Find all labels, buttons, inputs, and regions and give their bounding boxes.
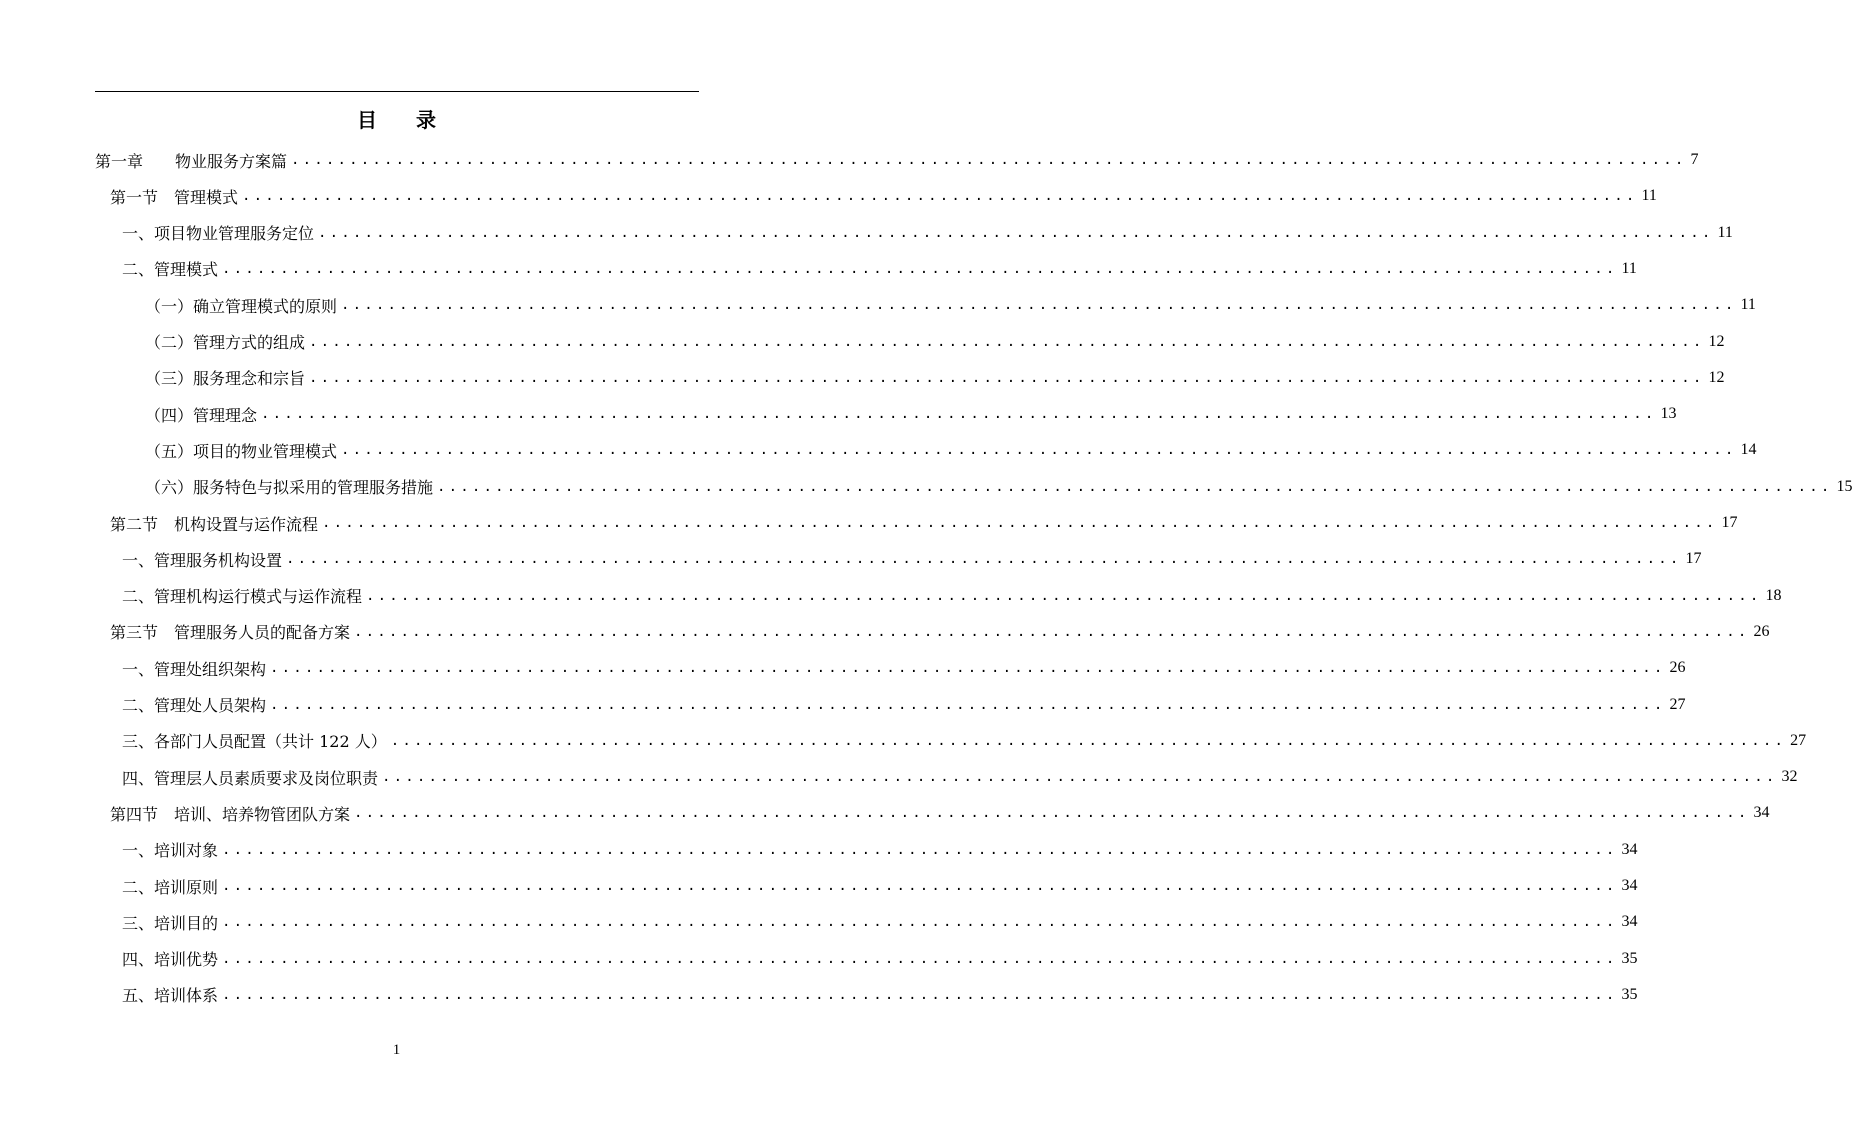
toc-entry[interactable]: [122, 215, 1733, 251]
toc-entry[interactable]: [145, 324, 1725, 360]
dot-leader: ........................................................................................................................: [309, 369, 1705, 386]
dot-leader: ........................................................................................................................: [261, 406, 1657, 423]
toc-entry-label: 一、管理服务机构设置: [122, 550, 283, 570]
toc-entry-page: 11: [1717, 223, 1733, 241]
toc-entry[interactable]: [110, 614, 1770, 650]
toc-entry[interactable]: [122, 904, 1638, 940]
toc-entry[interactable]: [122, 723, 1807, 759]
toc-entry[interactable]: [145, 360, 1725, 396]
toc-entry-label: （四）管理理念: [145, 405, 258, 425]
toc-entry[interactable]: [122, 977, 1638, 1013]
toc-entry-label: （六）服务特色与拟采用的管理服务措施: [145, 478, 434, 498]
toc-entry-page: 26: [1753, 622, 1770, 640]
dot-leader: ........................................................................................................................: [437, 478, 1833, 495]
toc-entry-label: 一、管理处组织架构: [122, 659, 267, 679]
toc-entry[interactable]: [95, 142, 1699, 178]
toc-entry-label: 第一章 物业服务方案篇: [95, 151, 288, 171]
toc-entry-label: 一、培训对象: [122, 841, 219, 861]
toc-entry-page: 11: [1641, 187, 1657, 205]
toc-entry[interactable]: [122, 759, 1798, 795]
dot-leader: ........................................................................................................................: [242, 188, 1638, 205]
toc-entry[interactable]: [122, 541, 1702, 577]
dot-leader: ........................................................................................................................: [341, 297, 1737, 314]
toc-entry-page: 14: [1740, 441, 1757, 459]
dot-leader: ........................................................................................................................: [291, 152, 1687, 168]
toc-entry[interactable]: [122, 650, 1686, 686]
toc-entry-page: 7: [1690, 151, 1699, 168]
toc-entry-page: 26: [1669, 659, 1686, 677]
toc-entry-label: 三、各部门人员配置（共计 122 人）: [122, 732, 387, 752]
toc-entry-page: 17: [1721, 514, 1738, 531]
toc-entry-page: 34: [1753, 804, 1770, 822]
dot-leader: ........................................................................................................................: [222, 841, 1618, 858]
dot-leader: ........................................................................................................................: [390, 732, 1787, 749]
toc-entry-label: （二）管理方式的组成: [145, 333, 306, 352]
toc-entry[interactable]: [122, 578, 1782, 614]
toc-entry-label: 第一节 管理模式: [110, 187, 239, 207]
toc-entry-page: 15: [1836, 477, 1852, 495]
toc-entry-page: 35: [1621, 985, 1638, 1003]
toc-entry-page: 32: [1781, 768, 1798, 786]
toc-entry-label: 五、培训体系: [122, 986, 219, 1006]
dot-leader: ........................................................................................................................: [270, 660, 1666, 677]
dot-leader: ........................................................................................................................: [309, 333, 1705, 350]
toc-entry-page: 34: [1621, 840, 1638, 858]
dot-leader: ........................................................................................................................: [222, 986, 1618, 1003]
dot-leader: ........................................................................................................................: [222, 950, 1618, 967]
toc-entry-label: 四、培训优势: [122, 950, 219, 970]
dot-leader: ........................................................................................................................: [286, 551, 1682, 568]
dot-leader: ........................................................................................................................: [382, 769, 1778, 786]
toc-entry[interactable]: [122, 832, 1638, 868]
toc-entry-page: 12: [1708, 368, 1725, 386]
toc-entry-label: 二、管理机构运行模式与运作流程: [122, 587, 363, 607]
dot-leader: ........................................................................................................................: [366, 587, 1762, 604]
toc-entry-label: （五）项目的物业管理模式: [145, 441, 338, 461]
toc-entry-label: 第三节 管理服务人员的配备方案: [110, 623, 351, 643]
toc-entry-label: 二、培训原则: [122, 877, 219, 897]
dot-leader: ........................................................................................................................: [322, 515, 1718, 531]
toc-entry[interactable]: [145, 469, 1852, 505]
toc-entry-page: 34: [1621, 913, 1638, 931]
toc-entry[interactable]: [122, 687, 1686, 723]
toc-entry-page: 27: [1669, 695, 1686, 713]
dot-leader: ........................................................................................................................: [222, 878, 1618, 894]
toc-entry[interactable]: [145, 396, 1677, 432]
dot-leader: ........................................................................................................................: [341, 442, 1737, 459]
header-rule: [95, 91, 699, 92]
toc-entry[interactable]: [145, 432, 1757, 468]
toc-entry[interactable]: [110, 505, 1738, 541]
toc-entry-page: 35: [1621, 949, 1638, 967]
dot-leader: ........................................................................................................................: [222, 914, 1618, 931]
toc-entry-label: 二、管理处人员架构: [122, 696, 267, 715]
toc-entry[interactable]: [110, 795, 1770, 831]
toc-entry-label: 二、管理模式: [122, 260, 219, 280]
dot-leader: ........................................................................................................................: [270, 696, 1666, 713]
toc-entry-label: 第二节 机构设置与运作流程: [110, 514, 319, 534]
dot-leader: ........................................................................................................................: [318, 224, 1714, 241]
toc-entry-label: 第四节 培训、培养物管团队方案: [110, 804, 351, 824]
toc-entry-page: 18: [1765, 586, 1782, 604]
dot-leader: ........................................................................................................................: [222, 260, 1618, 277]
toc-entry-page: 17: [1685, 550, 1702, 568]
toc-entry[interactable]: [122, 868, 1638, 904]
toc-title: 目 录: [357, 108, 452, 132]
toc-entry[interactable]: [110, 178, 1657, 214]
toc-entry[interactable]: [122, 251, 1637, 287]
toc-entry-label: （三）服务理念和宗旨: [145, 369, 306, 389]
toc-entry-page: 12: [1708, 332, 1725, 350]
toc-entry-label: 四、管理层人员素质要求及岗位职责: [122, 768, 379, 788]
toc-entry[interactable]: [122, 941, 1638, 977]
page-number: 1: [392, 1042, 401, 1058]
toc-entry-page: 11: [1621, 259, 1637, 277]
toc-entry-page: 13: [1660, 405, 1677, 423]
dot-leader: ........................................................................................................................: [354, 805, 1750, 822]
toc-entry-page: 34: [1621, 877, 1638, 894]
toc-entry-page: 27: [1790, 731, 1807, 749]
dot-leader: ........................................................................................................................: [354, 623, 1750, 640]
toc-entry-label: （一）确立管理模式的原则: [145, 296, 338, 316]
toc-entry-page: 11: [1740, 296, 1756, 314]
toc-entry-label: 三、培训目的: [122, 913, 219, 933]
toc-entry-label: 一、项目物业管理服务定位: [122, 224, 315, 244]
toc-entry[interactable]: [145, 287, 1756, 323]
